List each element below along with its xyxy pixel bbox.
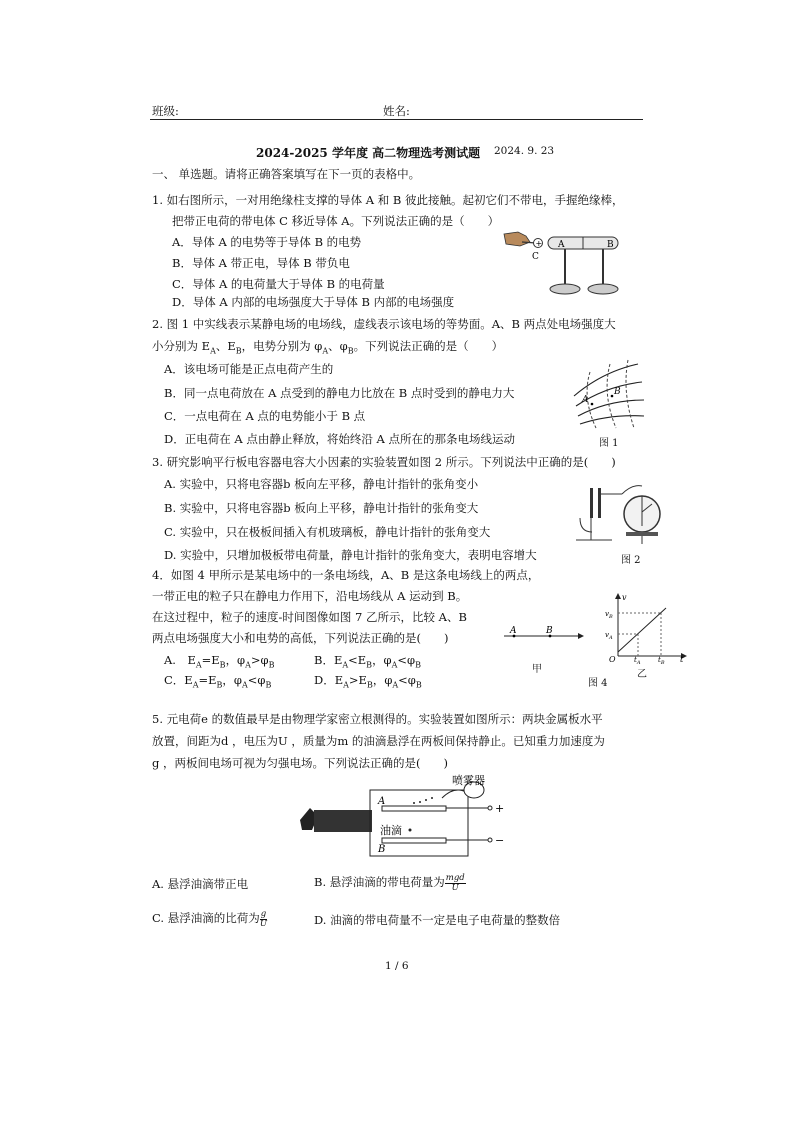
q3-option-b: B. 实验中，只将电容器b 板向上平移，静电计指针的张角变大: [164, 501, 479, 515]
q4-figure-jia-line: [500, 624, 590, 646]
q3-stem: 3. 研究影响平行板电容器电容大小因素的实验装置如图 2 所示。下列说法中正确的是( ): [152, 455, 616, 469]
q2-option-b: B．同一点电荷放在 A 点受到的静电力比放在 B 点时受到的静电力大: [164, 386, 515, 400]
q2-option-a: A．该电场可能是正点电荷产生的: [164, 362, 334, 376]
svg-text:A: A: [378, 796, 386, 807]
name-label: 姓名:: [383, 104, 410, 118]
q1-option-d: D．导体 A 内部的电场强度大于导体 B 内部的电场强度: [172, 295, 455, 309]
svg-text:+: +: [495, 802, 505, 815]
section-heading: 一、 单选题。请将正确答案填写在下一页的表格中。: [152, 167, 421, 181]
q2-label-b: B: [614, 387, 621, 397]
q2-figure-caption: 图 1: [599, 438, 619, 449]
q2-option-c: C．一点电荷在 A 点的电势能小于 B 点: [164, 409, 366, 423]
q4-option-a: A. $E_A=E_B$，$\varphi_A>\varphi_B$: [164, 653, 275, 670]
q5-stem-line2: 放置，间距为d ，电压为U ，质量为m 的油滴悬浮在两板间保持静止。已知重力加速度为: [152, 734, 605, 748]
svg-text:+: +: [535, 239, 543, 248]
q2-stem-line2: 小分别为 $E_A$、$E_B$，电势分别为 $\varphi_A$、$\varphi_B$。下列说法正确的是（ ）: [152, 339, 504, 356]
q2-figure-field-lines: [568, 352, 648, 432]
svg-text:−: −: [495, 834, 505, 847]
q5-option-a: A. 悬浮油滴带正电: [152, 877, 249, 891]
q5-stem-line3: g ，两板间电场可视为匀强电场。下列说法正确的是( ): [152, 756, 448, 770]
q3-option-c: C. 实验中，只在极板间插入有机玻璃板，静电计指针的张角变大: [164, 525, 491, 539]
svg-text:O: O: [609, 655, 616, 664]
q4-figure-caption: 图 4: [588, 678, 608, 689]
q4-figure-yi-label: 乙: [637, 669, 647, 680]
header-rule: [150, 119, 643, 120]
q3-option-a: A. 实验中，只将电容器b 板向左平移，静电计指针的张角变小: [164, 477, 479, 491]
q2-option-d: D．正电荷在 A 点由静止释放，将始终沿 A 点所在的那条电场线运动: [164, 432, 515, 446]
q4-stem-line4: 两点电场强度大小和电势的高低，下列说法正确的是( ): [152, 631, 449, 645]
q4-option-b: B．$E_A<E_B$，$\varphi_A<\varphi_B$: [314, 653, 421, 670]
q1-stem-line2: 把带正电荷的带电体 C 移近导体 A。下列说法正确的是（ ）: [172, 214, 500, 228]
page-number: 1 / 6: [385, 960, 409, 972]
q4-stem-line1: 4．如图 4 甲所示是某电场中的一条电场线，A、B 是这条电场线上的两点，: [152, 568, 540, 582]
q2-stem-line1: 2. 图 1 中实线表示某静电场的电场线，虚线表示该电场的等势面。A、B 两点处电场强度大: [152, 317, 616, 331]
q5-option-c: C. 悬浮油滴的比荷为 $\frac{g}{U}$: [152, 908, 268, 929]
q5-stem-line1: 5. 元电荷e 的数值最早是由物理学家密立根测得的。实验装置如图所示：两块金属板水平: [152, 712, 603, 726]
q4-stem-line2: 一带正电的粒子只在静电力作用下，沿电场线从 A 运动到 B。: [152, 589, 468, 603]
q4-stem-line3: 在这过程中，粒子的速度-时间图像如图 7 乙所示，比较 A、B: [152, 610, 467, 624]
q1-label-a: A: [558, 240, 565, 250]
q3-figure-caption: 图 2: [621, 555, 641, 566]
exam-date: 2024. 9. 23: [494, 145, 555, 157]
q1-option-b: B．导体 A 带正电，导体 B 带负电: [172, 256, 350, 270]
q3-figure-capacitor: [572, 474, 672, 548]
svg-text:tA: $t_A$: [634, 656, 641, 664]
q4-figure-vt-graph: [604, 592, 688, 664]
svg-text:tB: $t_B$: [658, 656, 665, 664]
svg-text:B: B: [378, 844, 386, 855]
q1-option-a: A．导体 A 的电势等于导体 B 的电势: [172, 235, 362, 249]
q5-option-d: D. 油滴的带电荷量不一定是电子电荷量的整数倍: [314, 913, 561, 927]
svg-text:t: t: [680, 655, 684, 664]
q1-stem-line1: 1. 如右图所示，一对用绝缘柱支撑的导体 A 和 B 彼此接触。起初它们不带电，手握绝缘棒，: [152, 193, 624, 207]
q1-figure-conductors: [500, 228, 630, 298]
q1-option-c: C．导体 A 的电荷量大于导体 B 的电荷量: [172, 277, 385, 291]
svg-text:A: A: [510, 626, 517, 636]
page-title: 2024-2025 学年度 高二物理选考测试题: [256, 146, 481, 160]
svg-text:v: v: [622, 593, 627, 602]
svg-text:喷雾器: 喷雾器: [452, 774, 485, 787]
svg-text:油滴: 油滴: [380, 824, 402, 837]
q4-option-c: C．$E_A=E_B$，$\varphi_A<\varphi_B$: [164, 673, 272, 690]
q2-label-a: A: [582, 395, 589, 405]
q1-label-c: C: [532, 252, 539, 262]
q4-figure-jia-label: 甲: [532, 664, 542, 675]
q4-option-d: D．$E_A>E_B$，$\varphi_A<\varphi_B$: [314, 673, 422, 690]
class-label: 班级:: [152, 104, 179, 118]
q3-option-d: D. 实验中，只增加极板带电荷量，静电计指针的张角变大，表明电容增大: [164, 548, 537, 562]
svg-text:vA: $v_A$: [605, 631, 613, 641]
q1-label-b: B: [607, 240, 614, 250]
q5-figure-millikan: [296, 772, 506, 862]
q5-option-b: B. 悬浮油滴的带电荷量为 $\frac{\text{mgd}}{U}$: [314, 872, 465, 893]
svg-text:vB: $v_B$: [605, 610, 613, 620]
svg-text:B: B: [546, 626, 553, 636]
